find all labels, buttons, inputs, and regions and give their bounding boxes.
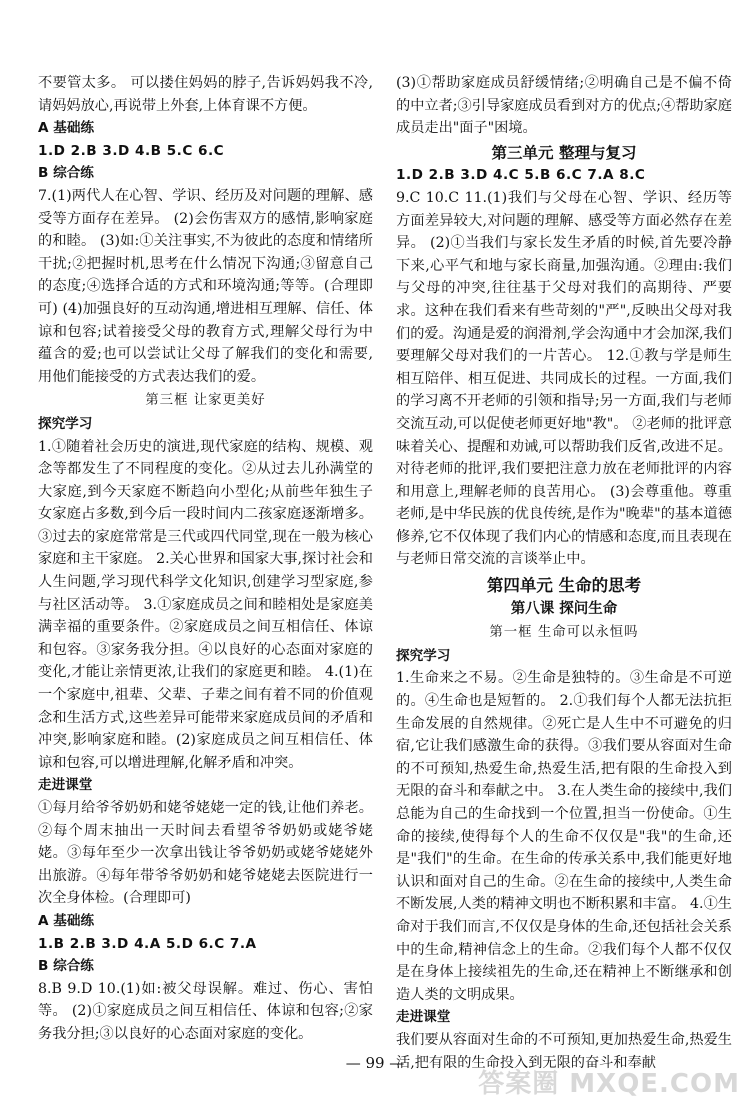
page-number: — 99 — — [345, 1054, 405, 1072]
unit-4-title: 第四单元 生命的思考 — [486, 576, 642, 596]
enter-classroom-text-right: 我们要从容面对生命的不可预知,更加热爱生命,热爱生活,把有限的生命投入到无限的奋斗和奉献 — [396, 1031, 732, 1071]
explore-study-label-right: 探究学习 — [396, 647, 451, 664]
basic-practice-label: A 基础练 — [38, 120, 95, 137]
explore-study-label: 探究学习 — [38, 415, 93, 432]
comprehensive-practice-label: B 综合练 — [38, 165, 94, 182]
lesson-8-title: 第八课 探问生命 — [510, 600, 618, 617]
question-10-answer: 8.B 9.D 10.(1)如:被父母误解。难过、伤心、害怕等。 (2)①家庭成员之间互相信任、体谅和包容;②家务我分担;③以良好的心态面对家庭的变化。 — [38, 980, 373, 1042]
comprehensive-practice-2-label: B 综合练 — [38, 958, 94, 975]
left-column — [38, 72, 373, 1046]
section-3-title: 第三框 让家更美好 — [145, 393, 266, 409]
question-7-answer: 7.(1)两代人在心智、学识、经历及对问题的理解、感受等方面存在差异。 (2)会伤害双方的感情,影响家庭的和睦。 (3)如:①关注事实,不为彼此的态度和情绪所干扰;②把握时机,思考在什么情况下沟通;③留意自己的态度;④选择合适的方式和环境沟通;等等。(合理即可) (4)加强良好的互动沟通,增进相互理解、信任、体谅和包容;试着接受父母的教育方式,理解父母行为中蕴含的爱;也可以尝试让父母了解我们的变化和需要,用他们能接受的方式表达我们的爱。 — [38, 187, 373, 385]
enter-classroom-label-right: 走进课堂 — [396, 1009, 451, 1026]
continued-answer: (3)①帮助家庭成员舒缓情绪;②明确自己是不偏不倚的中立者;③引导家庭成员看到对方的优点;④帮助家庭成员走出"面子"困境。 — [396, 75, 732, 137]
unit-3-title: 第三单元 整理与复习 — [491, 143, 637, 162]
explore-study-text-right: 1.生命来之不易。②生命是独特的。③生命是不可逆的。④生命也是短暂的。 2.①我们每个人都无法抗拒生命发展的自然规律。②死亡是人生中不可避免的归宿,它让我们感激生命的获得。③我们要从容面对生命的不可预知,热爱生命,热爱生活,把有限的生命投入到无限的奋斗和奉献之中。 3.在人类生命的接续中,我们总能为自己的生命找到一个位置,担当一份使命。①生命的接续,使得每个人的生命不仅仅是"我"的生命,还是"我们"的生命。在生命的传承关系中,我们能更好地认识和面对自己的生命。②在生命的接续中,人类生命不断发展,人类的精神文明也不断积累和丰富。 4.①生命对于我们而言,不仅仅是身体的生命,还包括社会关系中的生命,精神信念上的生命。②我们每个人都不仅仅是在身体上接续祖先的生命,还在精神上不断继承和创造人类的文明成果。 — [396, 670, 732, 1003]
watermark: 答案圈 MXQE.COM — [478, 1069, 740, 1099]
unit-3-text: 9.C 10.C 11.(1)我们与父母在心智、学识、经历等方面差异较大,对问题的理解、感受等方面必然存在差异。 (2)①当我们与家长发生矛盾的时候,首先要冷静下来,心平气和地与家长商量,加强沟通。②理由:我们与父母的冲突,往往基于父母对我们的高期待、严要求。这种在我们看来有些苛刻的"严",反映出父母对我们的爱。沟通是爱的润滑剂,学会沟通中才会加深,我们要理解父母对我们的一片苦心。 12.①教与学是师生相互陪伴、相互促进、共同成长的过程。一方面,我们的学习离不开老师的引领和指导;另一方面,我们与老师交流互动,可以促使老师更好地"教"。 ②老师的批评意味着关心、提醒和劝诫,可以帮助我们反省,改进不足。对待老师的批评,我们要把注意力放在老师批评的内容和用意上,理解老师的良苦用心。 (3)会尊重他。尊重老师,是中华民族的优良传统,是作为"晚辈"的基本道德修养,它不仅体现了我们内心的情感和态度,而且表现在与老师日常交流的言谈举止中。 — [396, 189, 732, 568]
basic-practice-answers: 1.D 2.B 3.D 4.B 5.C 6.C — [38, 142, 225, 159]
enter-classroom-label: 走进课堂 — [38, 777, 93, 794]
basic-practice-2-answers: 1.B 2.B 3.D 4.A 5.D 6.C 7.A — [38, 935, 257, 952]
basic-practice-2-label: A 基础练 — [38, 912, 95, 929]
enter-classroom-text: ①每月给爷爷奶奶和姥爷姥姥一定的钱,让他们养老。②每个周末抽出一天时间去看望爷爷奶奶或姥爷姥姥。③每年至少一次拿出钱让爷爷奶奶或姥爷姥姥外出旅游。④每年带爷爷奶奶和姥爷姥姥去医院进行一次全身体检。(合理即可) — [38, 800, 373, 907]
section-1-title: 第一框 生命可以永恒吗 — [489, 625, 639, 641]
right-column — [396, 72, 732, 1074]
intro-paragraph: 不要管太多。 可以搂住妈妈的脖子,告诉妈妈我不冷,请妈妈放心,再说带上外套,上体育课不方便。 — [38, 75, 373, 114]
unit-3-answers: 1.D 2.B 3.D 4.C 5.B 6.C 7.A 8.C — [396, 167, 646, 184]
explore-study-text: 1.①随着社会历史的演进,现代家庭的结构、规模、观念等都发生了不同程度的变化。②从过去儿孙满堂的大家庭,到今天家庭不断趋向小型化;从前些年独生子女家庭占多数,到今后一段时间内二孩家庭逐渐增多。③过去的家庭常常是三代或四代同堂,现在一般为核心家庭和主干家庭。 2.关心世界和国家大事,探讨社会和人生问题,学习现代科学文化知识,创建学习型家庭,参与社区活动等。 3.①家庭成员之间和睦相处是家庭美满幸福的重要条件。②家庭成员之间互相信任、体谅和包容。③家务我分担。④以良好的心态面对家庭的变化,才能让亲情更浓,让我们的家庭更和睦。 4.(1)在一个家庭中,祖辈、父辈、子辈之间有着不同的价值观念和生活方式,这些差异可能带来家庭成员间的矛盾和冲突,影响家庭和睦。(2)家庭成员之间互相信任、体谅和包容,可以增进理解,化解矛盾和冲突。 — [38, 438, 373, 771]
